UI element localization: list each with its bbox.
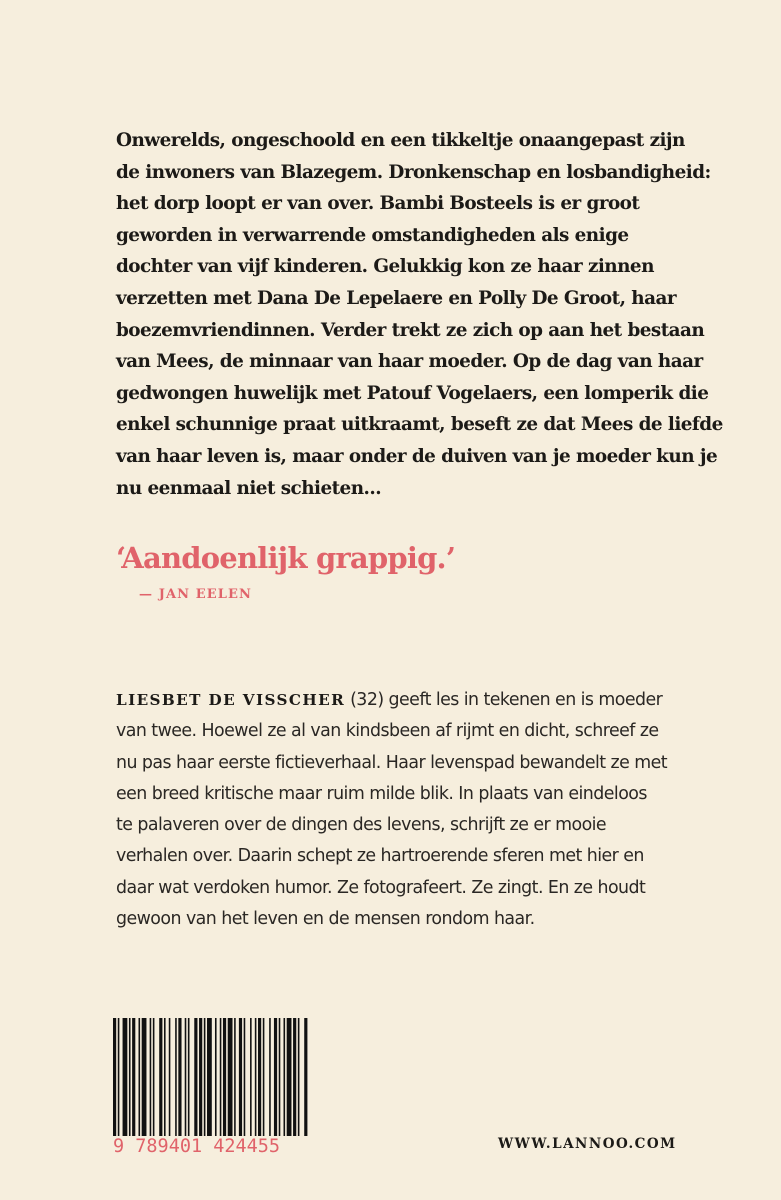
isbn-barcode — [113, 1018, 309, 1161]
blurb-line: dochter van vijf kinderen. Gelukkig kon ze haar zinnen — [116, 256, 654, 278]
review-quote-author: — JAN EELEN — [139, 587, 253, 602]
blurb-line: het dorp loopt er van over. Bambi Bosteels is er groot — [116, 193, 640, 215]
bio-line: van twee. Hoewel ze al van kindsbeen af rijmt en dicht, schreef ze — [116, 721, 659, 742]
blurb-line: enkel schunnige praat uitkraamt, beseft ze dat Mees de liefde — [116, 414, 723, 436]
isbn-digits: 9 789401 424455 — [113, 1136, 309, 1158]
bio-line: een breed kritische maar ruim milde blik. In plaats van eindeloos — [116, 783, 647, 804]
blurb-text — [116, 125, 723, 504]
blurb-line: van Mees, de minnaar van haar moeder. Op de dag van haar — [116, 351, 703, 373]
author-bio — [116, 685, 716, 935]
bio-line: gewoon van het leven en de mensen rondom haar. — [116, 909, 535, 930]
bio-line: verhalen over. Daarin schept ze hartroerende sferen met hier en — [116, 846, 644, 867]
bio-line: daar wat verdoken humor. Ze fotografeert. Ze zingt. En ze houdt — [116, 877, 646, 898]
blurb-line: Onwerelds, ongeschoold en een tikkeltje onaangepast zijn — [116, 130, 685, 151]
blurb-line: de inwoners van Blazegem. Dronkenschap en losbandigheid: — [116, 161, 711, 183]
barcode-bars-icon — [113, 1018, 309, 1136]
publisher-website: WWW.LANNOO.COM — [498, 1136, 677, 1152]
blurb-line: boezemvriendinnen. Verder trekt ze zich op aan het bestaan — [116, 319, 705, 341]
author-name: LIESBET DE VISSCHER — [116, 691, 346, 709]
blurb-line: nu eenmaal niet schieten... — [116, 477, 382, 499]
blurb-line: gedwongen huwelijk met Patouf Vogelaers, een lomperik die — [116, 382, 709, 404]
bio-line: te palaveren over de dingen des levens, schrijft ze er mooie — [116, 815, 607, 836]
blurb-line: van haar leven is, maar onder de duiven van je moeder kun je — [116, 445, 718, 467]
blurb-line: geworden in verwarrende omstandigheden als enige — [116, 224, 629, 246]
blurb-line: verzetten met Dana De Lepelaere en Polly De Groot, haar — [116, 287, 676, 309]
bio-line: nu pas haar eerste fictieverhaal. Haar levenspad bewandelt ze met — [116, 752, 668, 773]
bio-first-line-rest: (32) geeft les in tekenen en is moeder — [345, 690, 663, 710]
bio-first-line — [116, 685, 716, 716]
review-quote: ‘Aandoenlijk grappig.’ — [116, 541, 456, 575]
